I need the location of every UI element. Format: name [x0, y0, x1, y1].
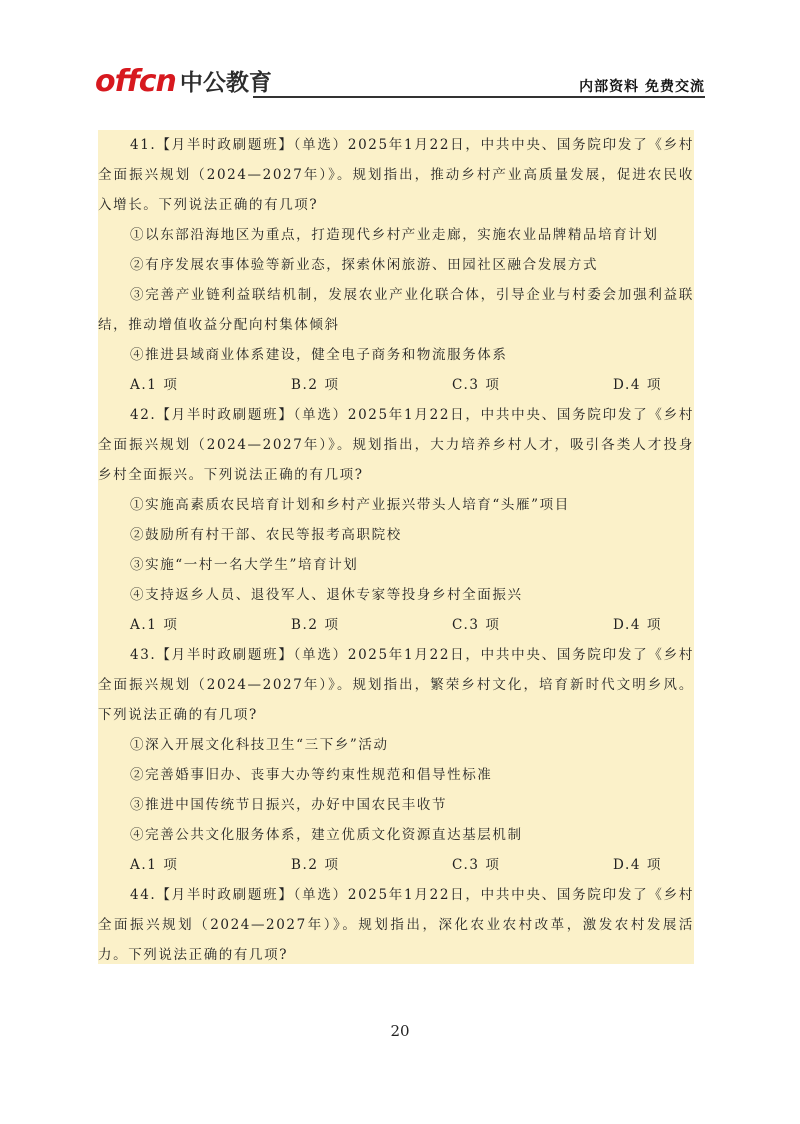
choice-d: D.4 项: [613, 617, 663, 633]
choice-b: B.2 项: [291, 617, 340, 633]
question-stem: 42.【月半时政刷题班】（单选）2025年1月22日，中共中央、国务院印发了《乡村全面振兴规划（2024—2027年）》。规划指出，大力培养乡村人才，吸引各类人才投身乡村全面振兴。下列说法正确的有几项?: [98, 407, 694, 483]
offcn-logo: [95, 62, 272, 98]
question-list: [98, 130, 694, 970]
question-option: ②鼓励所有村干部、农民等报考高职院校: [130, 527, 402, 543]
header-rule: [253, 96, 705, 98]
answer-choices: [98, 370, 694, 400]
choice-a: A.1 项: [130, 377, 179, 393]
question-41: [98, 130, 694, 400]
question-stem: 43.【月半时政刷题班】（单选）2025年1月22日，中共中央、国务院印发了《乡村全面振兴规划（2024—2027年）》。规划指出，繁荣乡村文化，培育新时代文明乡风。下列说法正确的有几项?: [98, 647, 694, 723]
question-option: ①深入开展文化科技卫生“三下乡”活动: [130, 737, 389, 753]
question-option: ③实施“一村一名大学生”培育计划: [130, 557, 359, 573]
choice-b: B.2 项: [291, 377, 340, 393]
choice-d: D.4 项: [613, 377, 663, 393]
logo-cn-text: 中公教育: [179, 70, 272, 96]
question-option: ④完善公共文化服务体系，建立优质文化资源直达基层机制: [130, 827, 523, 843]
question-option: ①以东部沿海地区为重点，打造现代乡村产业走廊，实施农业品牌精品培育计划: [130, 227, 659, 243]
question-option: ③推进中国传统节日振兴，办好中国农民丰收节: [130, 797, 448, 813]
question-option: ②完善婚事旧办、丧事大办等约束性规范和倡导性标准: [130, 767, 493, 783]
question-option: ④支持返乡人员、退役军人、退休专家等投身乡村全面振兴: [130, 587, 523, 603]
choice-a: A.1 项: [130, 857, 179, 873]
choice-c: C.3 项: [452, 617, 501, 633]
choice-c: C.3 项: [452, 377, 501, 393]
choice-a: A.1 项: [130, 617, 179, 633]
header-note: 内部资料 免费交流: [579, 79, 705, 95]
answer-choices: [98, 610, 694, 640]
choice-b: B.2 项: [291, 857, 340, 873]
question-42: [98, 400, 694, 640]
choice-d: D.4 项: [613, 857, 663, 873]
logo-latin-text: offcn: [95, 64, 176, 99]
question-option: ③完善产业链利益联结机制，发展农业产业化联合体，引导企业与村委会加强利益联结，推动增值收益分配向村集体倾斜: [98, 287, 694, 333]
answer-choices: [98, 850, 694, 880]
question-option: ①实施高素质农民培育计划和乡村产业振兴带头人培育“头雁”项目: [130, 497, 570, 513]
question-stem: 41.【月半时政刷题班】（单选）2025年1月22日，中共中央、国务院印发了《乡村全面振兴规划（2024—2027年）》。规划指出，推动乡村产业高质量发展，促进农民收入增长。下列说法正确的有几项?: [98, 137, 694, 213]
page-header: [95, 62, 705, 102]
question-43: [98, 640, 694, 880]
page-number: 20: [390, 1022, 410, 1040]
question-stem: 44.【月半时政刷题班】（单选）2025年1月22日，中共中央、国务院印发了《乡村全面振兴规划（2024—2027年）》。规划指出，深化农业农村改革，激发农村发展活力。下列说法正确的有几项?: [98, 887, 694, 963]
question-option: ④推进县域商业体系建设，健全电子商务和物流服务体系: [130, 347, 508, 363]
question-44: [98, 880, 694, 970]
question-option: ②有序发展农事体验等新业态，探索休闲旅游、田园社区融合发展方式: [130, 257, 599, 273]
choice-c: C.3 项: [452, 857, 501, 873]
